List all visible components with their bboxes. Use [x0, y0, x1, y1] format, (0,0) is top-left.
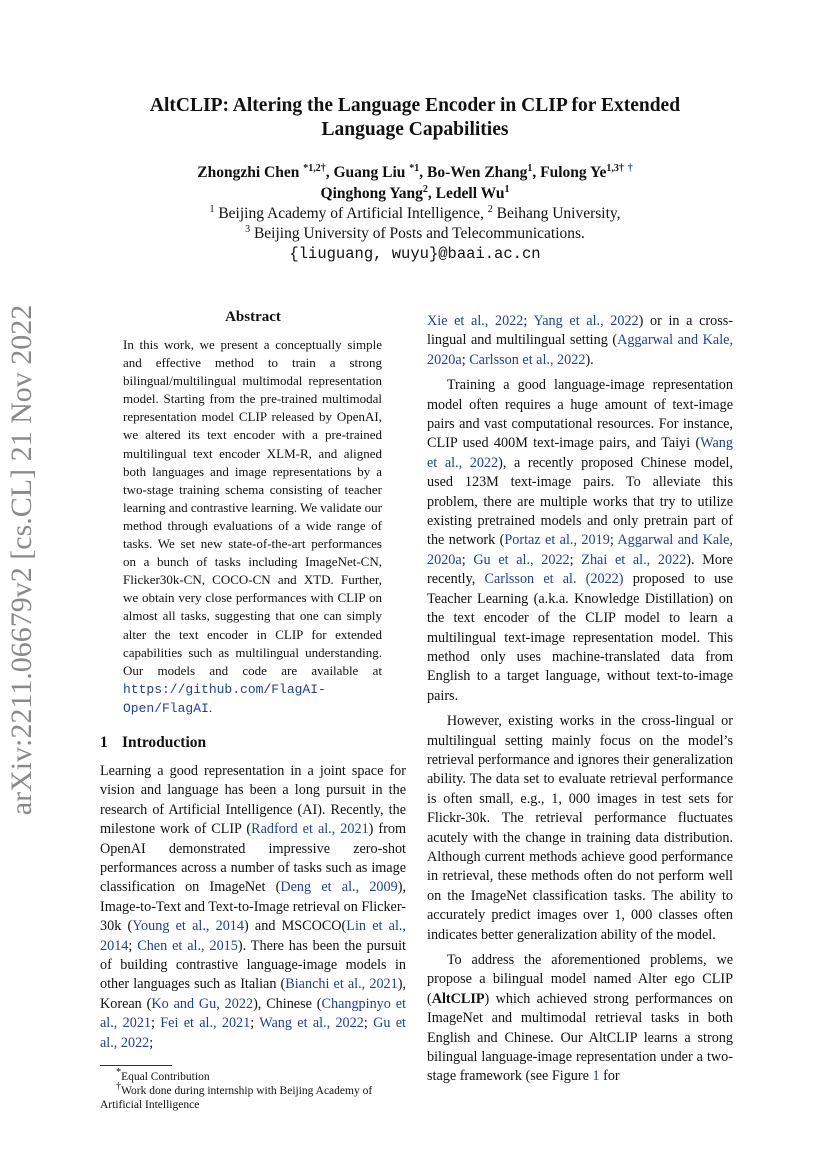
text-run: ;	[250, 1015, 260, 1032]
citation-link[interactable]: Chen et al., 2015	[137, 937, 238, 954]
title-line-2: Language Capabilities	[321, 119, 509, 140]
text-run: ;	[569, 551, 582, 568]
paragraph	[427, 951, 733, 1087]
footnote	[100, 1081, 406, 1112]
text-run: ), a recently proposed Chinese model, used 123M text-image pairs. To alleviate this problem, there are multiple works that try to utilize existing pretrained models and only pretrain part of the network (	[427, 454, 733, 549]
text-run: ;	[363, 1015, 374, 1032]
author-name: Ledell Wu	[435, 185, 505, 202]
section-title: Introduction	[122, 733, 207, 751]
text-run: classes often indicates better generalization ability of the model.	[427, 907, 733, 943]
citation-link[interactable]: Aggarwal and Kale, 2020a	[427, 532, 733, 568]
affiliation: Beijing University of Posts and Telecommunications.	[253, 225, 585, 242]
footnote-mark: *	[116, 1067, 122, 1079]
author-list: Zhongzhi Chen $^{*1,2\dagger}$, Guang Liu $^{*1}$, Bo-Wen Zhang$^1$, Fulong $Ye^{1,3\dagger}$ † Qinghong Yang$^2$, Ledell Wu$^1$	[197, 162, 633, 202]
citation-link[interactable]: Xie et al., 2022	[427, 313, 524, 329]
abstract-heading: Abstract	[225, 309, 281, 325]
title-line-1: AltCLIP: Altering the Language Encoder in CLIP for Extended	[149, 95, 681, 116]
text-run: ), Korean (	[100, 976, 407, 1012]
author-name: Bo-Wen Zhang	[427, 164, 528, 181]
text-run: ), Chinese (	[253, 995, 322, 1012]
paper-title	[100, 94, 730, 142]
citation-link[interactable]: Aggarwal and Kale, 2020a	[427, 332, 733, 368]
citation-link[interactable]: Zhai et al., 2022	[581, 551, 687, 568]
citation-link[interactable]: Radford et al., 2021	[251, 821, 369, 838]
text-run: ;	[151, 1015, 161, 1032]
affiliation: Beijing Academy of Artificial Intelligence,	[218, 205, 484, 222]
footnotes	[100, 1067, 406, 1112]
right-column	[427, 312, 733, 1093]
left-column	[100, 306, 406, 1112]
text-run: ;	[461, 551, 474, 568]
citation-link[interactable]: Deng et al., 2009	[280, 879, 398, 896]
text-run: ). More recently,	[427, 551, 733, 588]
author-mark: 1,3†	[606, 162, 624, 174]
citation-link[interactable]: Lin et al., 2014	[100, 918, 406, 954]
model-name: AltCLIP	[431, 990, 485, 1007]
abstract: In this work, we present a conceptually simple and effective method to train a strong bilingual/multilingual multimodal representation model. Starting from the pre-trained multimodal representation model CLIP released by OpenAI, we altered its text encoder with a pre-trained multilingual text encoder XLM-R, and aligned both languages and image representations by a two-stage training schema consisting of teacher learning and contrastive learning. We validate our method through evaluations of a wide range of tasks. We set new state-of-the-art performances on a bunch of tasks including ImageNet-CN, Flicker30k-CN, COCO-CN and XTD. Further, we obtain very close performances with CLIP on almost all tasks, suggesting that one can simply alter the text encoder in CLIP for extended capabilities such as multilingual understanding. Our models and code are available at https://github.com/FlagAI-Open/FlagAI.	[123, 337, 382, 716]
citation-link[interactable]: Carlsson et al. (2022)	[484, 571, 624, 588]
contact-email: {liuguang, wuyu}@baai.ac.cn	[289, 245, 541, 263]
math-number: 1, 000	[614, 907, 653, 924]
paragraph	[427, 712, 733, 945]
text-run: ;	[609, 532, 618, 549]
intro-paragraph	[100, 762, 406, 1053]
author-mark: 1	[527, 162, 533, 174]
text-run: ). There has been the pursuit of building contrastive language-image models in other languages such as Italian (	[100, 937, 406, 993]
citation-link[interactable]: Changpinyo et al., 2021	[100, 995, 406, 1032]
author-name: Guang Liu	[333, 164, 406, 181]
author-mark: 1	[504, 183, 510, 195]
affiliations	[100, 204, 730, 244]
text-run: for	[599, 1068, 620, 1085]
affil-mark: 3	[245, 223, 251, 235]
intro-body	[100, 762, 406, 1053]
text-run: ), Image-to-Text and Text-to-Image retrieval on Flicker-30k (	[100, 879, 406, 935]
text-run: ) from OpenAI demonstrated impressive zero-shot performances across a number of tasks such as image classification on ImageNet (	[100, 821, 406, 896]
text-run: ).	[585, 351, 594, 368]
text-run: ;	[149, 1034, 154, 1051]
citation-link[interactable]: Wang et al., 2022	[259, 1015, 364, 1032]
section-heading	[100, 732, 406, 754]
citation-link[interactable]: Gu et al., 2022	[100, 1015, 406, 1051]
author-name: Qinghong Yang	[320, 185, 423, 202]
author-mark: *1	[409, 162, 420, 174]
text-run: To address the aforementioned problems, we propose a bilingual model named Alter ego CLIP (	[427, 952, 733, 1007]
paragraph	[427, 376, 733, 706]
affiliation: Beihang University,	[496, 205, 621, 222]
text-run: However, existing works in the cross-lingual or multilingual setting mainly focus on the model’s retrieval performance and ignores their generalization ability. The data set to evaluate retrieval performance is often small, e.g.,	[427, 713, 733, 807]
citation-link[interactable]: Ko and Gu, 2022	[151, 995, 254, 1012]
footnote-mark: †	[116, 1081, 122, 1093]
figure-link[interactable]: 1	[592, 1068, 600, 1085]
footnote-text: Work done during internship with Beijing Academy of Artificial Intelligence	[100, 1085, 373, 1112]
arxiv-identifier: arXiv:2211.06679v2 [cs.CL] 21 Nov 2022	[5, 304, 38, 816]
citation-link[interactable]: Wang et al., 2022	[427, 435, 733, 471]
abstract-text: In this work, we present a conceptually simple and effective method to train a strong bilingual/multilingual multimodal representation model. Starting from the pre-trained multimodal representation model CLIP released by OpenAI, we altered its text encoder with a pre-trained multilingual text encoder XLM-R, and aligned both languages and image representations by a two-stage training schema consisting of teacher learning and contrastive learning. We validate our method through evaluations of a wide range of tasks. We set new state-of-the-art performances on a bunch of tasks including ImageNet-CN, Flicker30k-CN, COCO-CN and XTD. Further, we obtain very close performances with CLIP on almost all tasks, suggesting that one can simply alter the text encoder in CLIP for extended capabilities such as multilingual understanding. Our models and code are available at	[123, 337, 382, 678]
footnote-text: Equal Contribution	[121, 1071, 210, 1084]
text-run: Training a good language-image representation model often requires a huge amount of text-image pairs and vast computational resources. For instance, CLIP used 400M text-image pairs, and Taiyi (	[427, 377, 733, 452]
math-number: 1, 000	[551, 790, 591, 807]
author-name: Zhongzhi Chen	[197, 164, 300, 181]
affil-mark: 2	[487, 203, 493, 215]
text-run: proposed to use Teacher Learning (a.k.a. Knowledge Distillation) on the text encoder of the CLIP model to learn a multilingual text-image representation model. This method only uses machine-translated data from English to a target language, without text-to-image pairs.	[427, 571, 733, 704]
footnote	[100, 1067, 406, 1084]
footnote-rule	[100, 1065, 172, 1066]
text-run: ;	[128, 937, 138, 954]
paragraph	[427, 312, 733, 370]
text-run: ) which achieved strong performances on ImageNet and multimodal retrieval tasks in both English and Chinese. Our AltCLIP learns a strong bilingual language-image representation under a two-stage framework (see Figure	[427, 990, 733, 1085]
text-run: ;	[523, 313, 534, 329]
code-link[interactable]: https://github.com/FlagAI-Open/FlagAI	[123, 681, 326, 716]
citation-link[interactable]: Yang et al., 2022	[533, 313, 639, 329]
author-mark: *1,2†	[303, 162, 326, 174]
citation-link[interactable]: Portaz et al., 2019	[504, 532, 610, 549]
citation-link[interactable]: Carlsson et al., 2022	[469, 351, 586, 368]
text-run: Learning a good representation in a joint space for vision and language has been a long pursuit in the research of Artificial Intelligence (AI). Recently, the milestone work of CLIP (	[100, 762, 406, 838]
text-run: ) or in a cross-lingual and multilingual setting (	[427, 313, 733, 349]
citation-link[interactable]: Bianchi et al., 2021	[285, 976, 398, 993]
footnote-link[interactable]: †	[627, 162, 633, 174]
text-run: ;	[461, 351, 470, 368]
text-run: images in test sets for Flickr-30k. The retrieval performance fluctuates acutely with the change in training data distribution. Although current methods achieve good performance in retrieval, these methods often do not perform well on the ImageNet classification tasks. The ability to accurately predict images over	[427, 790, 734, 924]
author-mark: 2	[422, 183, 428, 195]
section-number: 1	[100, 733, 108, 751]
citation-link[interactable]: Gu et al., 2022	[473, 551, 570, 568]
text-run: ) and MSCOCO(	[244, 918, 347, 935]
author-name: Fulong Ye	[540, 164, 607, 181]
paper-header	[100, 94, 730, 264]
citation-link[interactable]: Fei et al., 2021	[160, 1015, 251, 1032]
citation-link[interactable]: Young et al., 2014	[132, 918, 244, 935]
affil-mark: 1	[209, 203, 215, 215]
